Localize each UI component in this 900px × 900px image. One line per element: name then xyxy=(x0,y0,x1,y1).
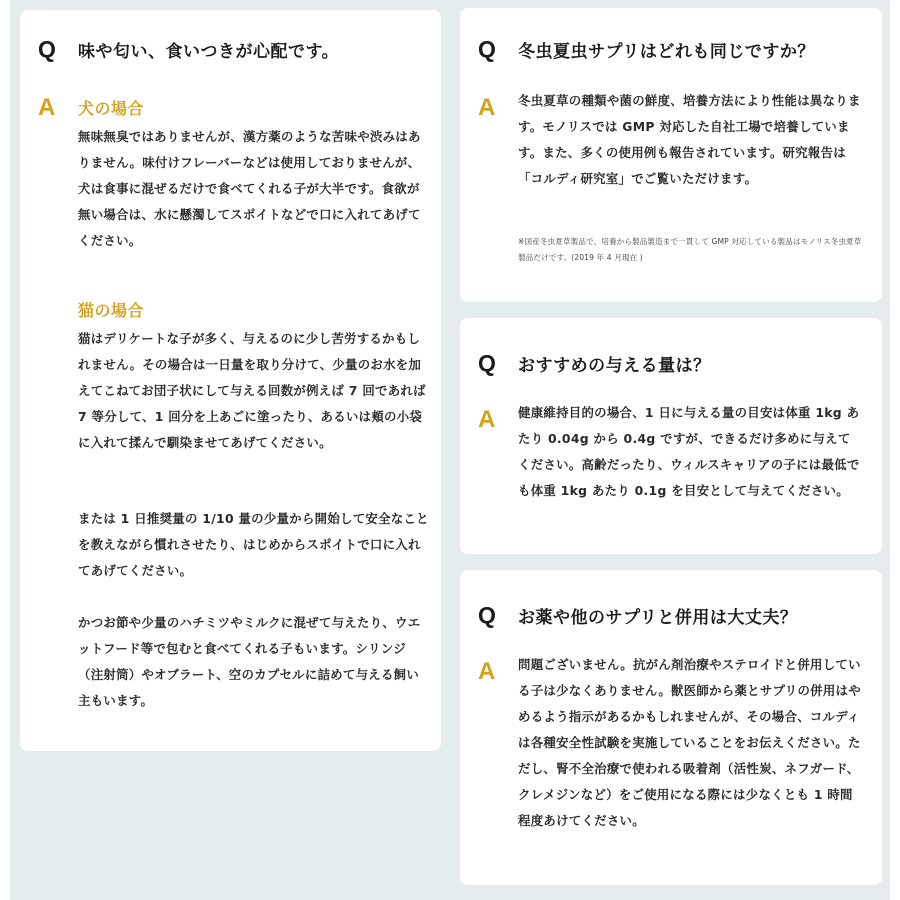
question-text: 冬虫夏虫サプリはどれも同じですか？ xyxy=(518,42,815,62)
a-mark-icon: A xyxy=(478,94,496,121)
question-text: 味や匂い、食いつきが心配です。 xyxy=(78,42,340,62)
answer-dog-text: 無味無臭ではありませんが、漢方薬のような苦味や渋みはありません。味付けフレーバーなどは使用しておりませんが、犬は食事に混ぜるだけで食べてくれる子が大半です。食欲が無い場合は、水に懸濁してスポイトなどで口に入れてあげてください。 xyxy=(78,129,421,248)
faq-card-supplement-same xyxy=(460,8,882,302)
question-row xyxy=(38,36,339,63)
q-mark-icon: Q xyxy=(38,36,56,62)
faq-card-taste xyxy=(20,10,441,751)
question-row xyxy=(478,602,797,629)
answer-heading-cat: 猫の場合 xyxy=(78,301,145,320)
q-mark-icon: Q xyxy=(478,602,496,628)
faq-card-medicine xyxy=(460,570,882,885)
answer-cat-text-2: または 1 日推奨量の 1/10 量の少量から開始して安全なことを教えながら慣れさせたり、はじめからスポイトで口に入れてあげてください。 xyxy=(78,511,429,578)
answer-note: ※国産冬虫夏草製品で、培養から製品製造まで一貫して GMP 対応している製品はモノリス冬虫夏草製品だけです。(2019 年 4 月現在 ) xyxy=(518,237,862,262)
answer-heading-dog: 犬の場合 xyxy=(78,99,145,118)
question-text: おすすめの与える量は？ xyxy=(518,356,711,376)
a-mark-icon: A xyxy=(478,658,496,685)
a-mark-icon: A xyxy=(478,406,496,433)
q-mark-icon: Q xyxy=(478,36,496,62)
question-row xyxy=(478,36,815,63)
answer-text: 冬虫夏草の種類や菌の鮮度、培養方法により性能は異なります。モノリスでは GMP 対応した自社工場で培養しています。また、多くの使用例も報告されています。研究報告は「コルディ研究室」でご覧いただけます。 xyxy=(518,93,861,186)
answer-text: 問題ございません。抗がん剤治療やステロイドと併用している子は少なくありません。獣医師から薬とサプリの併用はやめるよう指示があるかもしれませんが、その場合、コルディは各種安全性試験を実施していることをお伝えください。ただし、腎不全治療で使われる吸着剤（活性炭、ネフガード、クレメジンなど）をご使用になる際には少なくとも 1 時間程度あけてください。 xyxy=(518,657,861,828)
answer-cat-text-1: 猫はデリケートな子が多く、与えるのに少し苦労するかもしれません。その場合は一日量を取り分けて、少量のお水を加えてこねてお団子状にして与える回数が例えば 7 回であれば 7 等分して、1 回分を上あごに塗ったり、あるいは頬の小袋に入れて揉んで馴染ませてあげてください。 xyxy=(78,331,426,450)
answer-text: 健康維持目的の場合、1 日に与える量の目安は体重 1kg あたり 0.04g から 0.4g ですが、できるだけ多めに与えてください。高齢だったり、ウィルスキャリアの子には最低でも体重 1kg あたり 0.1g を目安として与えてください。 xyxy=(518,405,860,498)
question-row xyxy=(478,350,711,377)
q-mark-icon: Q xyxy=(478,350,496,376)
question-text: お薬や他のサプリと併用は大丈夫？ xyxy=(518,608,798,628)
a-mark-icon: A xyxy=(38,94,56,121)
faq-card-dosage xyxy=(460,318,882,554)
answer-cat-text-3: かつお節や少量のハチミツやミルクに混ぜて与えたり、ウエットフード等で包むと食べてくれる子もいます。シリンジ（注射筒）やオブラート、空のカプセルに詰めて与える飼い主もいます。 xyxy=(78,615,421,708)
